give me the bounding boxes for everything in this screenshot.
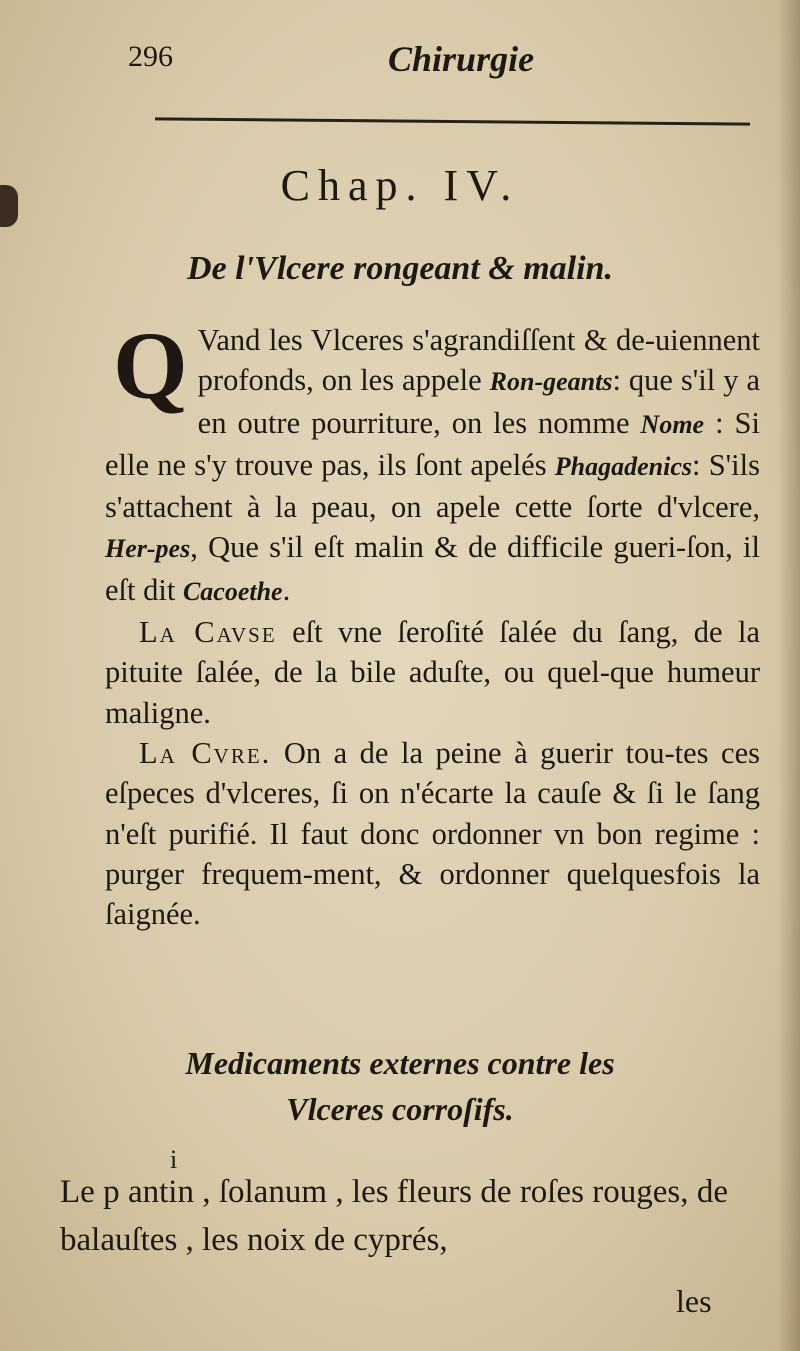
term-rongeants: Ron-geants	[489, 367, 613, 397]
cure-label: La Cvre.	[139, 735, 272, 770]
cause-label: La Cavse	[139, 615, 277, 650]
chapter-subtitle: De l'Vlcere rongeant & malin.	[187, 250, 613, 287]
paragraph-cause	[105, 612, 760, 733]
interlinear-correction: i	[170, 1145, 178, 1174]
paragraph-cure	[105, 733, 760, 934]
recipe-text	[60, 1168, 728, 1264]
term-phagadenics: Phagadenics	[554, 451, 693, 481]
text-run: , Que s'il eſt malin & de difficile gueri-ſon, il eſt dit	[105, 530, 760, 607]
running-title: Chirurgie	[388, 39, 535, 79]
chapter-title: Chap. IV.	[280, 161, 520, 210]
term-herpes: Her-pes	[105, 534, 191, 564]
header-rule	[155, 117, 750, 125]
catchword: les	[676, 1283, 712, 1319]
section-heading-line-2: Vlceres corroſifs.	[286, 1091, 514, 1127]
text-run: : S'ils s'attachent à la peau, on apele cette ſorte d'vlcere,	[105, 447, 760, 525]
section-heading	[0, 1040, 800, 1132]
cause-text: eſt vne ſeroſité ſalée du ſang, de la pituite ſalée, de la bile aduſte, ou quel-que humeur maligne.	[105, 615, 760, 730]
term-nome: Nome	[640, 409, 705, 439]
text-run: Vand les Vlceres s'agrandiſſent & de-uiennent profonds, on les appele	[197, 323, 760, 398]
paragraph-definition	[105, 312, 760, 612]
section-heading-line-1: Medicaments externes contre les	[185, 1045, 615, 1081]
chapter-body	[105, 312, 760, 934]
page-number: 296	[128, 40, 173, 73]
text-run: : que s'il y a en outre pourriture, on les nomme	[197, 363, 760, 440]
text-run: .	[282, 572, 291, 607]
cure-text: On a de la peine à guerir tou-tes ces eſpeces d'vlceres, ſi on n'écarte la cauſe & ſi le ſang n'eſt purifié. Il faut donc ordonner vn bon regime : purger frequem-ment, & ordonner quelquesfois la ſaignée.	[105, 735, 760, 932]
recipe-paragraph: Le p antin , ſolanum , les fleurs de roſes rouges, de balauſtes , les noix de cyprés,	[60, 1174, 728, 1258]
text-run: : Si elle ne s'y trouve pas, ils ſont apelés	[105, 405, 760, 482]
term-cacoethe: Cacoethe	[182, 576, 283, 606]
drop-cap: Q	[113, 312, 188, 419]
